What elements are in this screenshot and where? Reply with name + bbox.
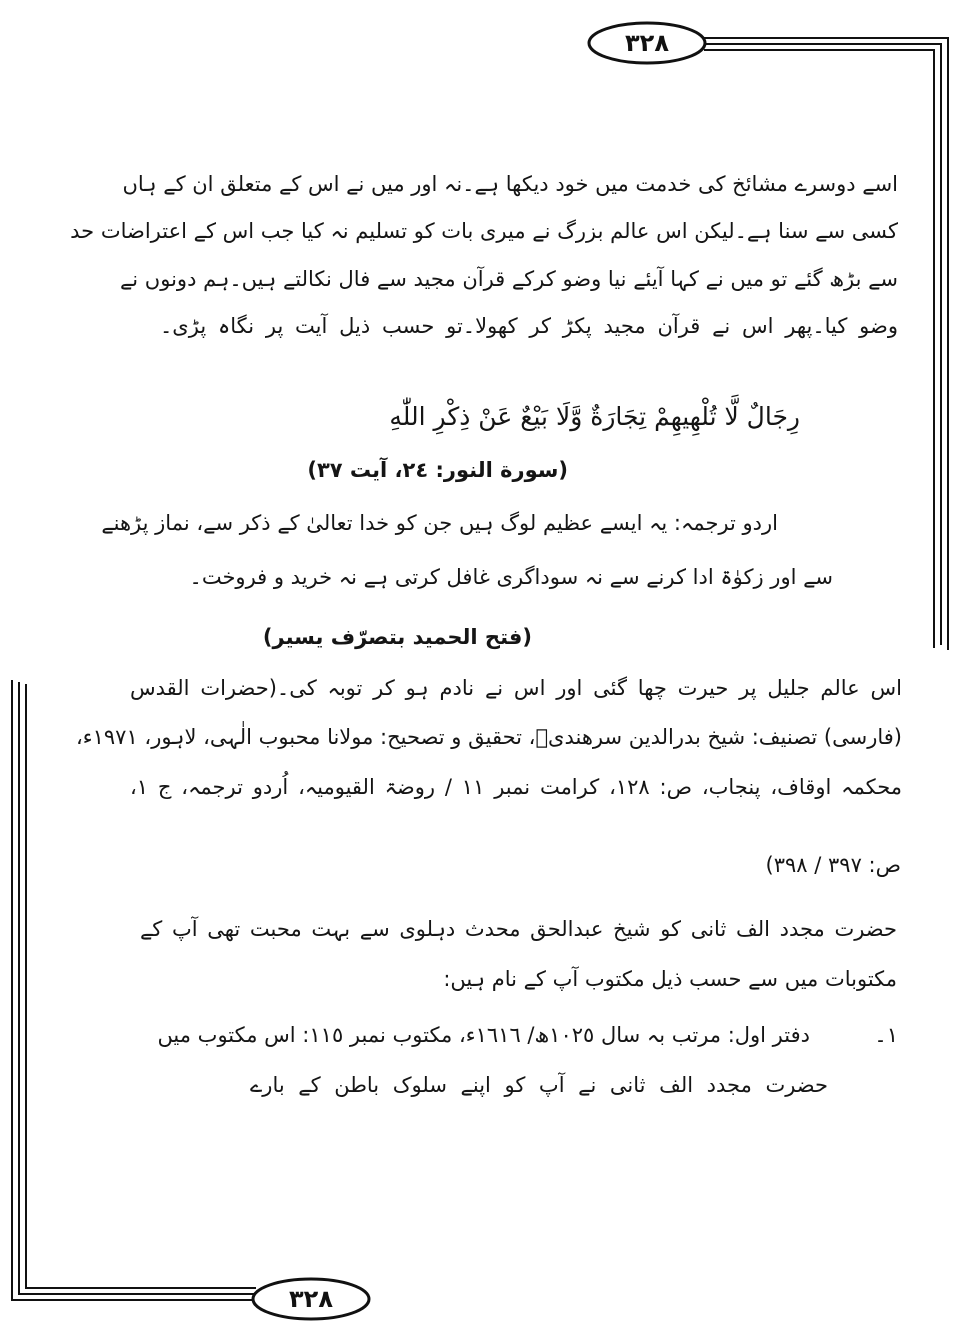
list-item-1-line-1: دفتر اول: مرتب بہ سال ١٠٢٥ھ/ ١٦١٦ء، مکتوب نمبر ١١٥: اس مکتوب میں [157, 1023, 810, 1047]
list-item-1-line-2: حضرت مجدد الف ثانی نے آپ کو اپنے سلوک باطن کے بارے [250, 1073, 828, 1097]
paragraph-3-line-1: حضرت مجدد الف ثانی کو شیخ عبدالحق محدث دہلوی سے بہت محبت تھی آپ کے [140, 917, 897, 941]
translation-source: (فتح الحميد بتصرّف يسير) [262, 625, 532, 649]
translation-line-1: اردو ترجمہ: یہ ایسے عظیم لوگ ہیں جن کو خدا تعالیٰ کے ذکر سے، نماز پڑھنے [101, 511, 778, 535]
translation-line-2: سے اور زکوٰۃ ادا کرنے سے نہ سوداگری غافل کرتی ہے نہ خرید و فروخت۔ [189, 565, 833, 589]
paragraph-1-line-2: کسی سے سنا ہے۔لیکن اس عالم بزرگ نے میری بات کو تسلیم نہ کیا جب اس کے اعتراضات حد [70, 219, 898, 243]
list-item-1-number: ١۔ [874, 1023, 898, 1047]
paragraph-1-line-3: سے بڑھ گئے تو میں نے کہا آیئے نیا وضو کرکے قرآن مجید سے فال نکالتے ہیں۔ہم دونوں نے [119, 267, 898, 291]
page-number-header: ٣٢٨ [625, 29, 669, 57]
paragraph-1-line-4: وضو کیا۔پھر اس نے قرآن مجید پکڑ کر کھولا۔تو حسب ذیل آیت پر نگاہ پڑی۔ [160, 314, 898, 338]
ayah-reference: (سورة النور: ٢٤، آیت ٣٧) [307, 458, 568, 482]
paragraph-3-line-2: مکتوبات میں سے حسب ذیل مکتوب آپ کے نام ہیں: [443, 967, 897, 991]
page-number-footer: ٣٢٨ [289, 1285, 333, 1313]
paragraph-2-line-4: ص: ٣٩٧ / ٣٩٨) [765, 853, 901, 877]
paragraph-1-line-1: اسے دوسرے مشائخ کی خدمت میں خود دیکھا ہے۔نہ اور میں نے اس کے متعلق ان کے ہاں [122, 172, 898, 196]
paragraph-2-line-1: اس عالم جلیل پر حیرت چھا گئی اور اس نے نادم ہو کر توبہ کی۔(حضرات القدس [130, 676, 902, 700]
paragraph-2-line-2: (فارسی) تصنیف: شیخ بدرالدین سرھندیؒ، تحقیق و تصحیح: مولانا محبوب الٰہی، لاہور، ١٩٧١ء، [75, 725, 902, 749]
quran-ayah: رِجَالٌ لَّا تُلْهِيهِمْ تِجَارَةٌ وَّلَا بَيْعٌ عَنْ ذِكْرِ اللّٰهِ [389, 402, 800, 431]
paragraph-2-line-3: محکمہ اوقاف، پنجاب، ص: ١٢٨، کرامت نمبر ١١ / روضۃ القیومیہ، اُردو ترجمہ، ج ١، [130, 775, 903, 799]
